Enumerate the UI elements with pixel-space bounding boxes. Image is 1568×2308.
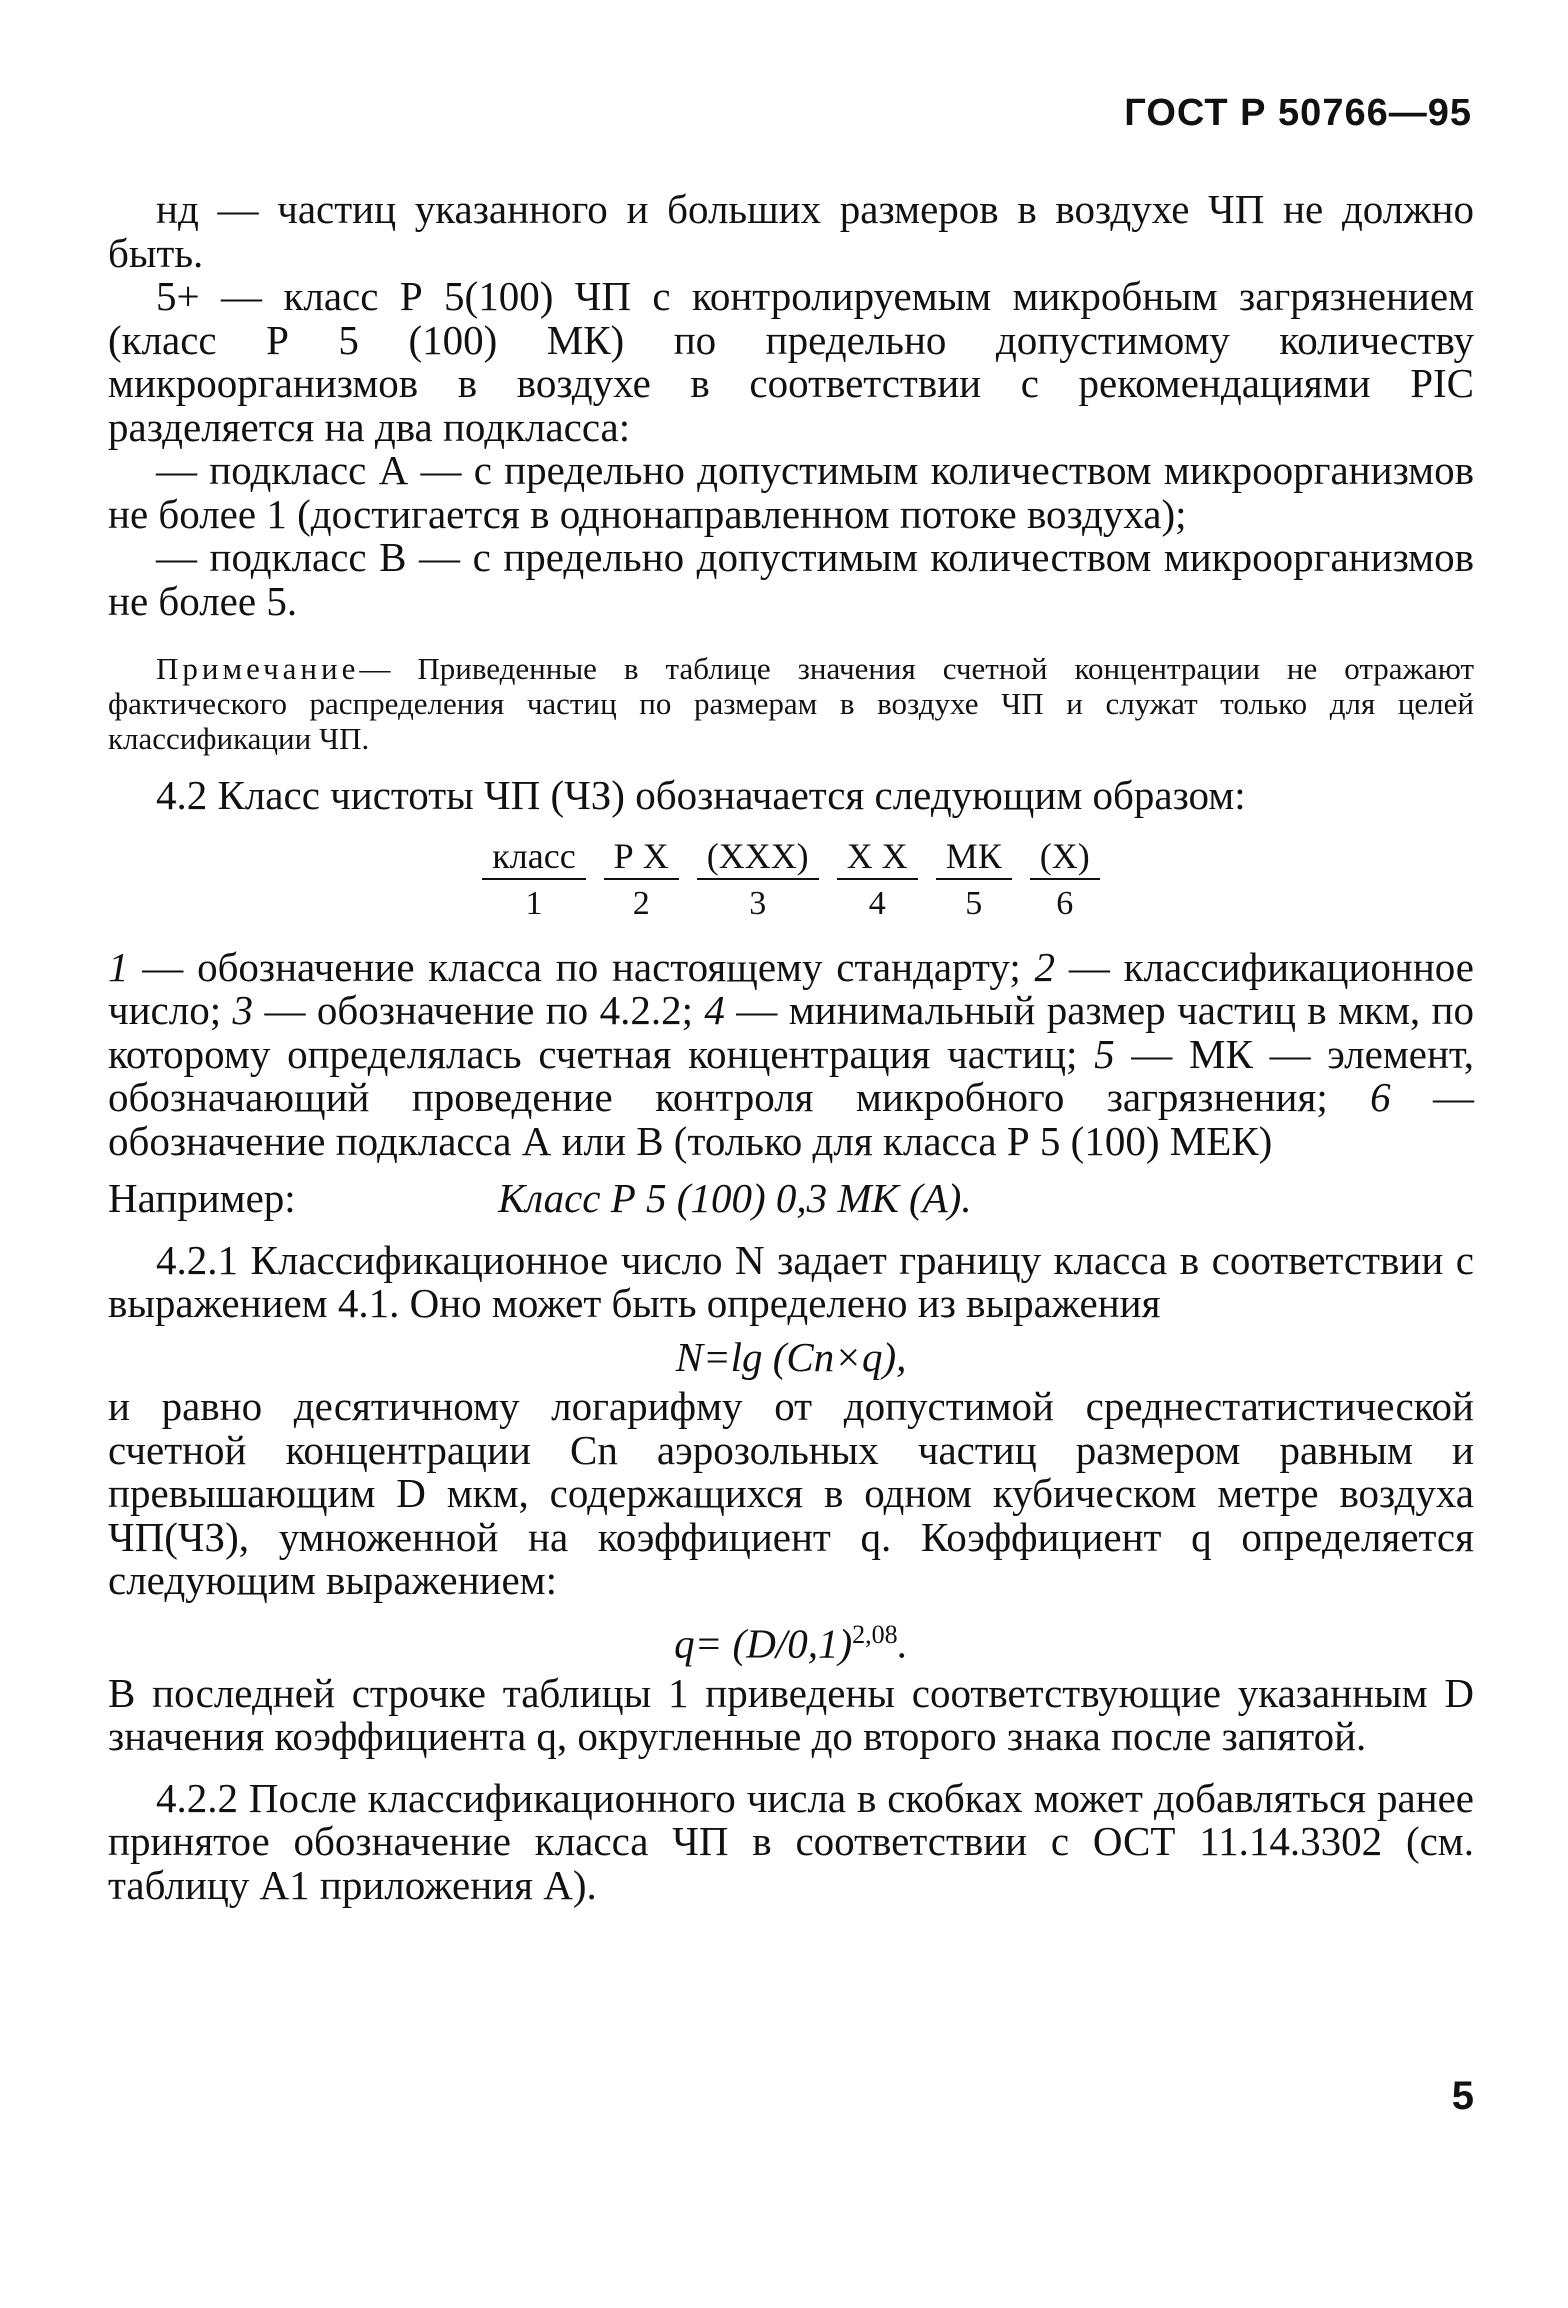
scheme-cell [837,836,918,928]
formula-n: N=lg (Cn×q), [675,1333,907,1380]
legend-num: 1 [108,943,129,990]
example [108,1177,1474,1221]
scheme-num: 2 [632,884,650,922]
scheme-num: 4 [868,884,886,922]
legend-text: — классификационное число; [108,943,1474,1033]
section-4-2-2: 4.2.2 После классификационного числа в скобках может добавляться ранее принятое обозначение класса ЧП в соответствии с ОСТ 11.14.3302 (см. таблицу А1 приложения А). [108,1774,1474,1908]
scheme-top: Р Х [604,836,679,880]
formula-q-base: q= (D/0,1) [674,1620,853,1667]
paragraph: 5+ — класс Р 5(100) ЧП с контролируемым микробным загрязнением (класс Р 5 (100) МК) по предельно допустимому количеству микроорганизмов в воздухе в соответствии с рекомендациями PIC разделяется на два подкласса: [108,273,1474,450]
section-4-2-1: 4.2.1 Классификационное число N задает границу класса в соответствии с выражением 4.1. Оно может быть определено из выражения [108,1236,1474,1326]
scheme-cell [482,836,585,928]
scheme-top: класс [482,836,585,880]
legend-num: 4 [704,987,725,1033]
legend-num: 3 [232,987,254,1033]
scheme-legend [108,943,1475,1164]
paragraph: нд — частиц указанного и больших размеров в воздухе ЧП не должно быть. [108,186,1474,276]
note-label: Примечание [156,651,360,686]
paragraph: — подкласс А — с предельно допустимым количеством микроорганизмов не более 1 (достигается в однонаправленном потоке воздуха); [108,447,1474,537]
scheme-top: Х Х [837,836,918,880]
formula-q-exponent: 2,08 [852,1619,898,1649]
scheme-num: 5 [965,884,983,922]
legend-text: — обозначение подкласса А или В (только для класса Р 5 (100) МЕК) [108,1074,1475,1164]
formula-q [108,1613,1474,1666]
paragraph: В последней строчке таблицы 1 приведены соответствующие указанным D значения коэффициента q, округленные до второго знака после запятой. [108,1669,1474,1760]
class-designation-scheme [108,836,1474,928]
legend-text: — обозначение класса по настоящему стандарту; [128,943,1035,990]
scheme-num: 6 [1056,884,1074,922]
example-label: Например: [108,1175,296,1221]
scheme-top: (ХХХ) [697,836,819,880]
scheme-cell [1030,836,1100,928]
section-4-2-heading: 4.2 Класс чистоты ЧП (ЧЗ) обозначается следующим образом: [156,772,1246,818]
paragraph: и равно десятичному логарифму от допустимой среднестатистической счетной концентрации Cn аэрозольных частиц размером равным и превышающим D мкм, содержащихся в одном кубическом метре воздуха ЧП(ЧЗ), умноженной на коэффициент q. Коэффициент q определяется следующим выражением: [108,1383,1474,1603]
scheme-cell [604,836,679,928]
example-value: Класс Р 5 (100) 0,3 МК (А). [498,1175,972,1221]
scheme-cell [936,836,1012,928]
scheme-top: МК [936,836,1012,880]
legend-text: — обозначение по 4.2.2; [253,987,705,1033]
scheme-num: 1 [525,884,543,922]
legend-text: — минимальный размер частиц в мкм, по которому определялась счетная концентрация частиц; [108,987,1474,1077]
legend-text: — МК — элемент, обозначающий проведение контроля микробного загрязнения; [108,1030,1474,1120]
legend-num: 5 [1094,1030,1115,1077]
legend-num: 2 [1034,943,1056,990]
legend-num: 6 [1370,1074,1391,1120]
scheme-top: (Х) [1030,836,1100,880]
scheme-num: 3 [749,884,767,922]
note-text: — Приведенные в таблице значения счетной концентрации не отражают фактического распределения частиц по размерам в воздухе ЧП и служат только для целей классификации ЧП. [108,651,1474,756]
paragraph: — подкласс В — с предельно допустимым количеством микроорганизмов не более 5. [108,534,1474,624]
page-content [108,188,1474,1907]
scheme-cell [697,836,819,928]
page-header: ГОСТ Р 50766—95 [1124,92,1472,134]
page-number: 5 [1451,2074,1474,2118]
note [108,651,1474,756]
formula-q-end: . [897,1620,908,1667]
